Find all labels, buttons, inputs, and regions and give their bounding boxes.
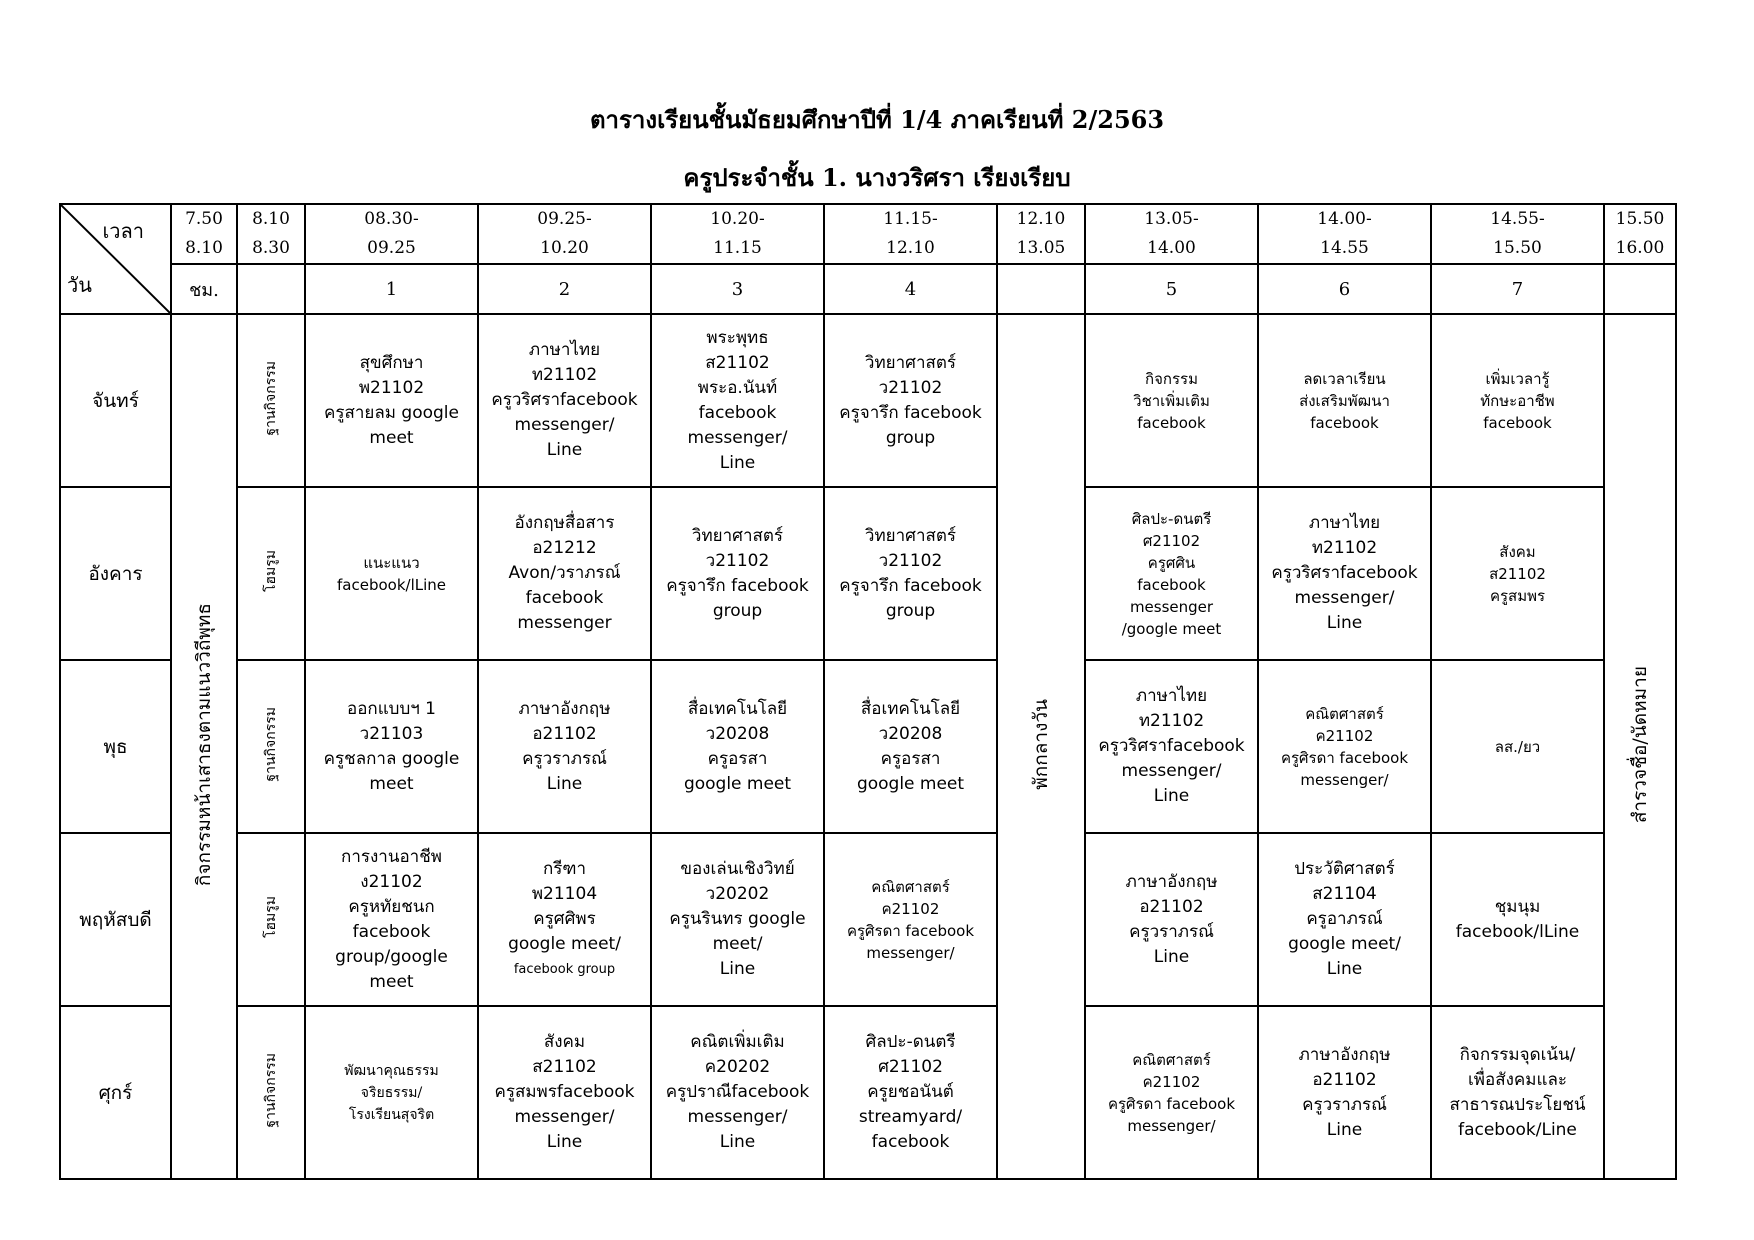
class-cell: สังคม ส21102 ครูสมพร	[1431, 487, 1604, 660]
day-row-friday	[60, 1006, 1676, 1179]
corner-cell	[60, 204, 171, 314]
morning-activity-label: กิจกรรมหน้าเสาธงตามแนววิถีพุทธ	[193, 602, 215, 887]
period-number: 4	[824, 264, 997, 314]
class-cell: คณิตศาสตร์ ค21102 ครูศิรดา facebook messenger/	[1258, 660, 1431, 833]
class-cell: สื่อเทคโนโลยี ว20208 ครูอรสา google meet	[824, 660, 997, 833]
class-cell: แนะแนว facebook/lLine	[305, 487, 478, 660]
period-number: 7	[1431, 264, 1604, 314]
period-number	[237, 264, 305, 314]
homeroom-teacher: ครูประจำชั้น 1. นางวริศรา เรียงเรียบ	[683, 163, 1071, 192]
end-of-day-cell	[1604, 314, 1676, 1179]
class-cell: วิทยาศาสตร์ ว21102 ครูจารึก facebook group	[651, 487, 824, 660]
class-cell: สังคม ส21102 ครูสมพรfacebook messenger/ Line	[478, 1006, 651, 1179]
timetable	[59, 203, 1677, 1180]
morning-activity-cell	[171, 314, 237, 1179]
page-title: ตารางเรียนชั้นมัธยมศึกษาปีที่ 1/4 ภาคเรียนที่ 2/2563	[589, 105, 1165, 134]
day-label: จันทร์	[60, 314, 171, 487]
time-header-row	[60, 204, 1676, 264]
class-cell: คณิตเพิ่มเติม ค20202 ครูปราณีfacebook messenger/ Line	[651, 1006, 824, 1179]
class-cell: เพิ่มเวลารู้ ทักษะอาชีพ facebook	[1431, 314, 1604, 487]
period-number: 1	[305, 264, 478, 314]
period-number	[1604, 264, 1676, 314]
class-cell: อังกฤษสื่อสาร อ21212 Avon/วราภรณ์ facebook messenger	[478, 487, 651, 660]
time-slot: 8.10 8.30	[237, 204, 305, 264]
lunch-label: พักกลางวัน	[1030, 699, 1052, 790]
time-slot: 10.20- 11.15	[651, 204, 824, 264]
day-label: อังคาร	[60, 487, 171, 660]
period-row	[60, 264, 1676, 314]
activity-type: ฐานกิจกรรม	[237, 1006, 305, 1179]
class-cell: ชุมนุม facebook/lLine	[1431, 833, 1604, 1006]
class-cell: สุขศึกษา พ21102 ครูสายลม google meet	[305, 314, 478, 487]
class-cell: ภาษาไทย ท21102 ครูวริศราfacebook messenger/ Line	[478, 314, 651, 487]
class-cell: สื่อเทคโนโลยี ว20208 ครูอรสา google meet	[651, 660, 824, 833]
class-cell: กิจกรรมจุดเน้น/ เพื่อสังคมและ สาธารณประโยชน์ facebook/Line	[1431, 1006, 1604, 1179]
activity-type: ฐานกิจกรรม	[237, 660, 305, 833]
time-slot: 09.25- 10.20	[478, 204, 651, 264]
class-cell: ภาษาอังกฤษ อ21102 ครูวราภรณ์ Line	[1085, 833, 1258, 1006]
period-number: 5	[1085, 264, 1258, 314]
day-row-monday	[60, 314, 1676, 487]
time-slot: 11.15- 12.10	[824, 204, 997, 264]
time-slot: 15.50 16.00	[1604, 204, 1676, 264]
activity-type: โฮมรูม	[237, 833, 305, 1006]
day-label: วัน	[67, 273, 92, 297]
end-of-day-label: สำรวจชื่อ/นัดหมาย	[1629, 665, 1651, 824]
class-cell: ภาษาไทย ท21102 ครูวริศราfacebook messenger/ Line	[1258, 487, 1431, 660]
class-cell: ศิลปะ-ดนตรี ศ21102 ครูยชอนันต์ streamyard/ facebook	[824, 1006, 997, 1179]
activity-type: ฐานกิจกรรม	[237, 314, 305, 487]
class-cell: คณิตศาสตร์ ค21102 ครูศิรดา facebook messenger/	[1085, 1006, 1258, 1179]
day-label: พุธ	[60, 660, 171, 833]
time-slot: 14.55- 15.50	[1431, 204, 1604, 264]
class-cell: ออกแบบฯ 1 ว21103 ครูชลกาล google meet	[305, 660, 478, 833]
time-slot: 12.10 13.05	[997, 204, 1085, 264]
period-number: 2	[478, 264, 651, 314]
class-cell: วิทยาศาสตร์ ว21102 ครูจารึก facebook group	[824, 314, 997, 487]
class-cell: กิจกรรม วิชาเพิ่มเติม facebook	[1085, 314, 1258, 487]
time-slot: 14.00- 14.55	[1258, 204, 1431, 264]
class-cell: ศิลปะ-ดนตรี ศ21102 ครูศศิน facebook messenger /google meet	[1085, 487, 1258, 660]
period-number: 6	[1258, 264, 1431, 314]
class-cell: ภาษาอังกฤษ อ21102 ครูวราภรณ์ Line	[478, 660, 651, 833]
class-cell: กรีฑา พ21104 ครูศศิพร google meet/ facebook group	[478, 833, 651, 1006]
activity-type: โฮมรูม	[237, 487, 305, 660]
period-number: ชม.	[171, 264, 237, 314]
lunch-cell	[997, 314, 1085, 1179]
time-slot: 7.50 8.10	[171, 204, 237, 264]
class-cell: ของเล่นเชิงวิทย์ ว20202 ครูนรินทร google meet/ Line	[651, 833, 824, 1006]
class-cell: ลดเวลาเรียน ส่งเสริมพัฒนา facebook	[1258, 314, 1431, 487]
class-cell: การงานอาชีพ ง21102 ครูหทัยชนก facebook group/google meet	[305, 833, 478, 1006]
class-cell: คณิตศาสตร์ ค21102 ครูศิรดา facebook messenger/	[824, 833, 997, 1006]
class-cell: ลส./ยว	[1431, 660, 1604, 833]
day-label: ศุกร์	[60, 1006, 171, 1179]
period-number: 3	[651, 264, 824, 314]
time-slot: 13.05- 14.00	[1085, 204, 1258, 264]
class-cell: ภาษาอังกฤษ อ21102 ครูวราภรณ์ Line	[1258, 1006, 1431, 1179]
day-row-wednesday	[60, 660, 1676, 833]
class-cell: วิทยาศาสตร์ ว21102 ครูจารึก facebook group	[824, 487, 997, 660]
day-label: พฤหัสบดี	[60, 833, 171, 1006]
class-cell: พัฒนาคุณธรรม จริยธรรม/ โรงเรียนสุจริต	[305, 1006, 478, 1179]
class-cell: ภาษาไทย ท21102 ครูวริศราfacebook messenger/ Line	[1085, 660, 1258, 833]
time-label: เวลา	[102, 219, 144, 243]
day-row-tuesday	[60, 487, 1676, 660]
class-cell: พระพุทธ ส21102 พระอ.นันท์ facebook messenger/ Line	[651, 314, 824, 487]
class-cell: ประวัติศาสตร์ ส21104 ครูอาภรณ์ google meet/ Line	[1258, 833, 1431, 1006]
day-row-thursday	[60, 833, 1676, 1006]
period-number	[997, 264, 1085, 314]
time-slot: 08.30- 09.25	[305, 204, 478, 264]
